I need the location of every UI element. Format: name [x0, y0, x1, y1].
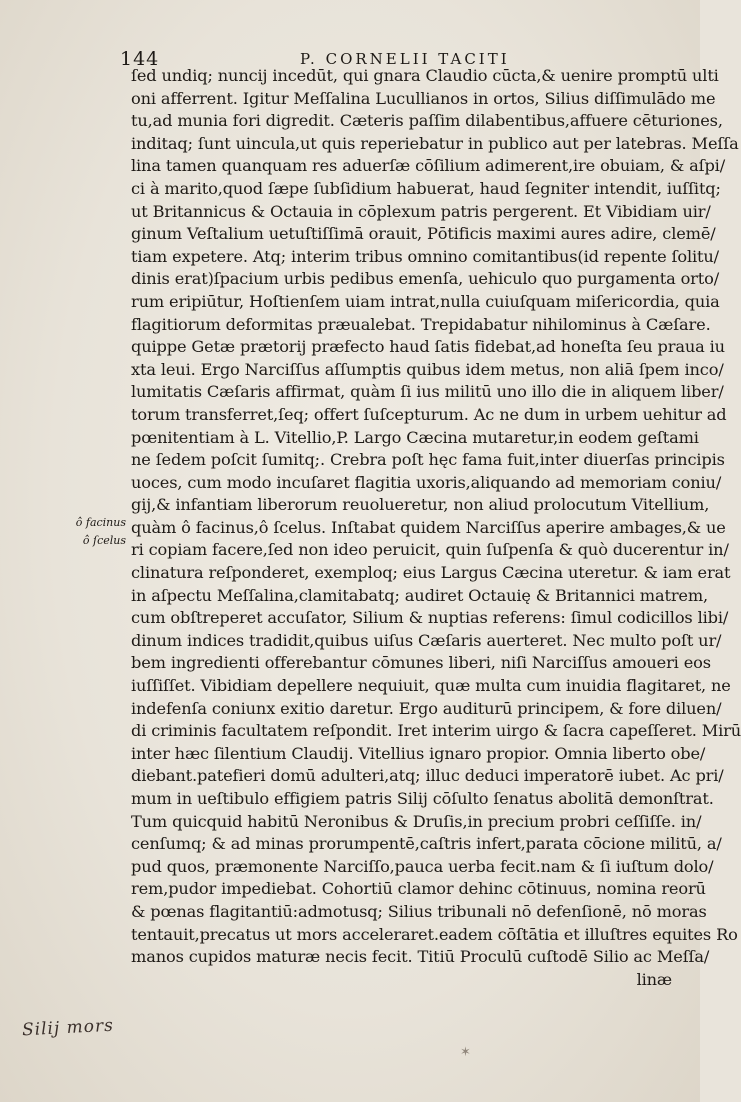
running-title: P. CORNELII TACITI: [300, 50, 510, 68]
text-line: tentauit,precatus ut mors acceleraret.eadem cōſtātia et illuſtres equites Ro: [131, 924, 738, 944]
text-line: flagitiorum deformitas præualebat. Trepidabatur nihilominus à Cæſare.: [131, 314, 711, 334]
text-line: bem ingredienti offerebantur cōmunes liberi, niſi Narciſſus amoueri eos: [131, 653, 711, 673]
text-line: dinis erat)ſpacium urbis pedibus emenſa, uehiculo quo purgamenta orto/: [131, 269, 720, 289]
text-line: ginum Veſtalium uetuſtiſſimā orauit, Pōtificis maximi aures adire, clemē/: [131, 224, 716, 244]
body-text: [131, 65, 741, 991]
page-number: 144: [120, 48, 160, 70]
text-line: tu,ad munia fori digredit. Cæteris paſſim dilabentibus,affuere cēturiones,: [131, 111, 723, 131]
text-line: pud quos, præmonente Narciſſo,pauca uerba fecit.nam & ſi iuſtum dolo/: [131, 856, 714, 876]
text-line: cenſumq; & ad minas prorumpentē,caſtris infert,parata cōcione militū, a/: [131, 834, 722, 854]
text-line: gij,& infantiam liberorum reuolueretur, non aliud prolocutum Vitellium,: [131, 495, 710, 515]
text-line: ri copiam facere,ſed non ideo peruicit, quin ſuſpenſa & quò ducerentur in/: [131, 540, 729, 560]
text-line: in aſpectu Meſſalina,clamitabatq; audiret Octauię & Britannici matrem,: [131, 585, 709, 605]
text-line: diebant.patefieri domū adulteri,atq; illuc deduci imperatorē iubet. Ac pri/: [131, 766, 724, 786]
text-line: manos cupidos maturæ necis fecit. Titiū Proculū cuſtodē Silio ac Meſſa/: [131, 947, 710, 967]
text-line: iuſſiſſet. Vibidiam depellere nequiuit, quæ multa cum inuidia flagitaret, ne: [131, 676, 731, 696]
text-line: clinatura reſponderet, exemploq; eius Largus Cæcina uteretur. & iam erat: [131, 563, 731, 583]
text-line: oni afferrent. Igitur Meſſalina Lucullianos in ortos, Silius diſſimulādo me: [131, 88, 716, 108]
text-line: cum obſtreperet accuſator, Silium & nuptias referens: ſimul codicillos libi/: [131, 608, 729, 628]
text-line: inter hæc ſilentium Claudij. Vitellius ignaro propior. Omnia liberto obe/: [131, 743, 706, 763]
text-line: quippe Getæ prætorij præfecto haud ſatis fidebat,ad honeſta ſeu praua iu: [131, 337, 725, 357]
text-line: ci à marito,quod ſæpe ſubſidium habuerat, haud ſegniter intendit, iuſſitq;: [131, 178, 721, 198]
text-line: & pœnas flagitantiū:admotusq; Silius tribunali nō defenſionē, nō moras: [131, 901, 707, 921]
ink-mark-icon: ✶: [460, 1045, 471, 1060]
margin-note-scelus: ô ſcelus: [82, 534, 126, 547]
text-line: ut Britannicus & Octauia in cōplexum patris pergerent. Et Vibidiam uir/: [131, 201, 711, 221]
text-line: tiam expetere. Atq; interim tribus omnino comitantibus(id repente ſolitu/: [131, 246, 719, 266]
handwritten-annotation: Silij mors: [21, 1015, 115, 1041]
text-line: ſed undiq; nuncij incedūt, qui gnara Claudio cūcta,& uenire promptū ulti: [131, 66, 719, 85]
text-line: rum eripiūtur, Hoſtienſem uiam intrat,nulla cuiuſquam miſericordia, quia: [131, 291, 720, 311]
text-line: inditaq; ſunt uincula,ut quis reperiebatur in publico aut per latebras. Meſſa: [131, 133, 739, 153]
text-line: di criminis facultatem reſpondit. Iret interim uirgo & ſacra capeſſeret. Mirū: [131, 721, 741, 741]
text-line: ne ſedem poſcit ſumitq;. Crebra poſt hęc fama fuit,inter diuerſas principis: [131, 450, 725, 470]
text-line: dinum indices tradidit,quibus uiſus Cæſaris auerteret. Nec multo poſt ur/: [131, 630, 722, 650]
text-line: pœnitentiam à L. Vitellio,P. Largo Cæcina mutaretur,in eodem geſtami: [131, 427, 699, 447]
text-line: indefenſa coniunx exitio daretur. Ergo auditurū principem, & fore diluen/: [131, 698, 722, 718]
text-line: torum transferret,ſeq; offert ſuſcepturum. Ac ne dum in urbem uehitur ad: [131, 404, 727, 424]
text-line: quàm ô facinus,ô ſcelus. Inſtabat quidem Narciſſus aperire ambages,& ue: [131, 517, 726, 537]
text-line: Tum quicquid habitū Neronibus & Druſis,in precium probri ceſſiſſe. in/: [131, 811, 702, 831]
text-line: lumitatis Cæſaris affirmat, quàm ſi ius militū uno illo die in aliquem liber/: [131, 382, 724, 402]
text-line: xta leui. Ergo Narciſſus aſſumptis quibus idem metus, non aliā ſpem inco/: [131, 359, 724, 379]
text-line: uoces, cum modo incuſaret flagitia uxoris,aliquando ad memoriam coniu/: [131, 472, 722, 492]
catchword-line: linæ: [636, 969, 672, 989]
text-line: rem,pudor impediebat. Cohortiū clamor dehinc cōtinuus, nomina reorū: [131, 879, 706, 899]
text-line: mum in ueſtibulo effigiem patris Silij cōſulto ſenatus abolitā demonſtrat.: [131, 789, 714, 808]
margin-note-facinus: ô facinus: [75, 516, 126, 529]
text-line: lina tamen quanquam res aduerſæ cōſilium adimerent,ire obuiam, & aſpi/: [131, 156, 726, 176]
